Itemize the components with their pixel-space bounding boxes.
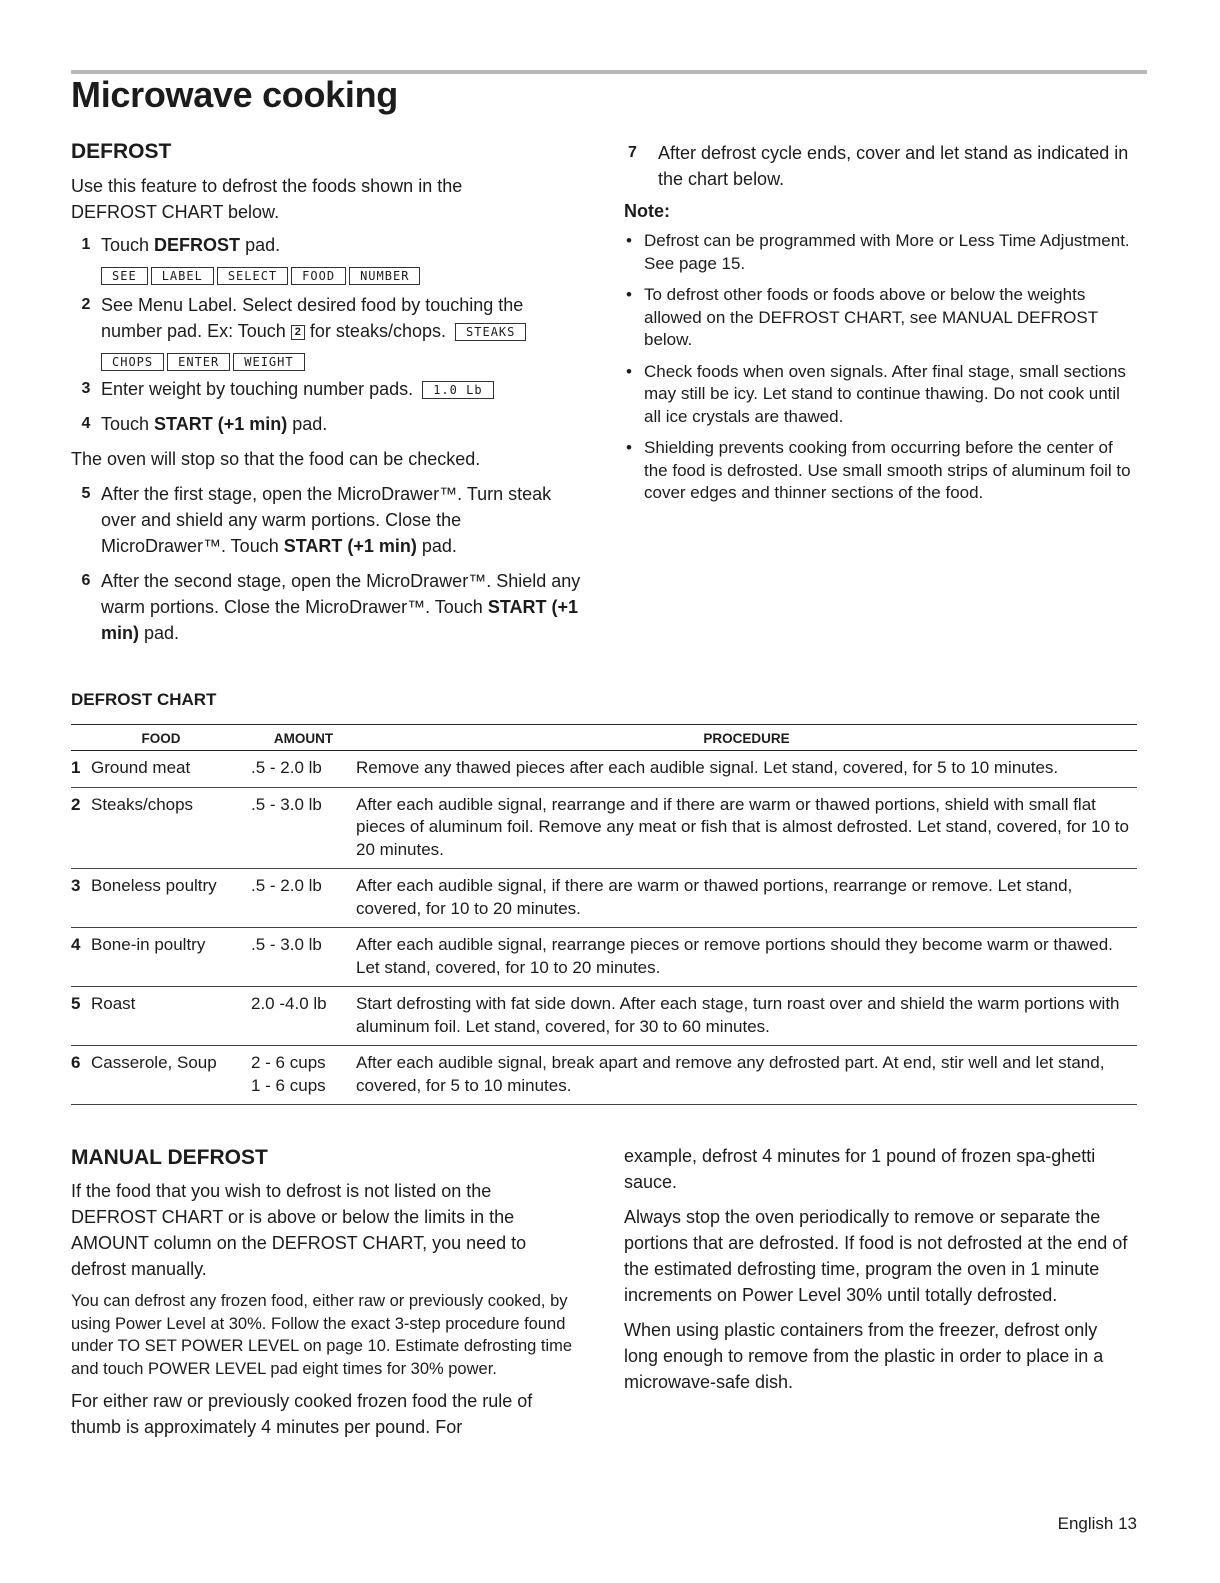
procedure-cell: Remove any thawed pieces after each audible signal. Let stand, covered, for 5 to 10 minutes. bbox=[356, 751, 1137, 788]
food-cell bbox=[71, 751, 251, 788]
manual-paragraph: You can defrost any frozen food, either raw or previously cooked, by using Power Level at 30%. Follow the exact 3-step procedure found under TO SET POWER LEVEL on page 10. Estimate defrosting time and touch POWER LEVEL pad eight times for 30% power. bbox=[71, 1292, 573, 1378]
start-pad-label: START (+1 min) bbox=[283, 536, 417, 556]
table-row bbox=[71, 751, 1137, 788]
step-text: Touch bbox=[101, 414, 155, 434]
step-text: See Menu Label. Select desired food by touching the number pad. Ex: Touch bbox=[101, 295, 524, 341]
step-text: Enter weight by touching number pads. bbox=[101, 379, 414, 399]
step-7 bbox=[624, 140, 1139, 192]
step-2 bbox=[71, 292, 581, 368]
step-4 bbox=[71, 411, 581, 437]
amount-cell bbox=[251, 928, 356, 987]
table-row bbox=[71, 1046, 1137, 1105]
table-header-row bbox=[71, 725, 1137, 751]
procedure-cell: Start defrosting with fat side down. After each stage, turn roast over and shield the warm portions with aluminum foil. Let stand, covered, for 30 to 60 minutes. bbox=[356, 987, 1137, 1046]
procedure-cell: After each audible signal, if there are warm or thawed portions, rearrange or remove. Let stand, covered, for 10 to 20 minutes. bbox=[356, 869, 1137, 928]
row-number: 3 bbox=[71, 876, 81, 895]
manual-paragraph: Always stop the oven periodically to remove or separate the portions that are defrosted. If food is not defrosted at the end of the estimated defrosting time, program the oven in 1 minute increments on Power Level 30% until totally defrosted. bbox=[624, 1207, 1128, 1305]
manual-paragraph: If the food that you wish to defrost is not listed on the DEFROST CHART or is above or below the limits in the AMOUNT column on the DEFROST CHART, you need to defrost manually. bbox=[71, 1181, 527, 1279]
page-footer: English 13 bbox=[1057, 1514, 1137, 1533]
defrost-left-column bbox=[71, 140, 581, 646]
food-name: Roast bbox=[91, 994, 136, 1013]
amount-cell bbox=[251, 787, 356, 869]
number-key: 2 bbox=[291, 325, 305, 340]
food-cell bbox=[71, 787, 251, 869]
stop-note: The oven will stop so that the food can be checked. bbox=[71, 449, 481, 469]
defrost-heading: DEFROST bbox=[71, 140, 172, 163]
column-header-food: FOOD bbox=[71, 725, 251, 751]
amount-cell bbox=[251, 869, 356, 928]
manual-heading: MANUAL DEFROST bbox=[71, 1146, 268, 1169]
manual-left-column bbox=[71, 1146, 581, 1440]
food-cell bbox=[71, 869, 251, 928]
note-list bbox=[624, 230, 1134, 505]
step-6 bbox=[71, 568, 581, 646]
note-item: • Shielding prevents cooking from occurring before the center of the food is defrosted. Use small smooth strips of aluminum foil to cover edges and thinner sections of the food. bbox=[626, 438, 1131, 502]
note-text: Defrost can be programmed with More or Less Time Adjustment. See page 15. bbox=[644, 231, 1130, 273]
step-number: 5 bbox=[81, 485, 91, 502]
row-number: 6 bbox=[71, 1053, 81, 1072]
lcd-display bbox=[101, 348, 581, 368]
amount-cell bbox=[251, 1046, 356, 1105]
step-text: After the first stage, open the MicroDrawer™. Turn steak over and shield any warm portions. Close the MicroDrawer™. Touch bbox=[101, 484, 552, 556]
lcd-word: FOOD bbox=[291, 267, 346, 285]
amount-value: 2 - 6 cups bbox=[251, 1053, 326, 1072]
start-pad-label: START (+1 min) bbox=[154, 414, 288, 434]
procedure-cell: After each audible signal, break apart and remove any defrosted part. At end, stir well and let stand, covered, for 5 to 10 minutes. bbox=[356, 1046, 1137, 1105]
food-name: Bone-in poultry bbox=[91, 935, 206, 954]
food-name: Boneless poultry bbox=[91, 876, 217, 895]
manual-paragraph: When using plastic containers from the freezer, defrost only long enough to remove from the plastic in order to place in a microwave-safe dish. bbox=[624, 1320, 1104, 1392]
row-number: 4 bbox=[71, 935, 81, 954]
step-text: pad. bbox=[287, 414, 328, 434]
amount-value: .5 - 2.0 lb bbox=[251, 758, 322, 777]
lcd-word: WEIGHT bbox=[233, 353, 304, 371]
row-number: 1 bbox=[71, 758, 81, 777]
note-text: Check foods when oven signals. After final stage, small sections may still be icy. Let stand to continue thawing. Do not cook until all ice crystals are thawed. bbox=[644, 361, 1126, 426]
step-text: pad. bbox=[240, 235, 281, 255]
step-number: 1 bbox=[81, 236, 91, 253]
food-name: Steaks/chops bbox=[91, 794, 194, 814]
step-number: 6 bbox=[81, 572, 91, 589]
table-row bbox=[71, 869, 1137, 928]
lcd-word: CHOPS bbox=[101, 353, 164, 371]
food-cell bbox=[71, 1046, 251, 1105]
defrost-intro: Use this feature to defrost the foods shown in the DEFROST CHART below. bbox=[71, 176, 463, 222]
food-cell bbox=[71, 987, 251, 1046]
step-text: Touch bbox=[101, 235, 155, 255]
amount-cell bbox=[251, 751, 356, 788]
note-item: • To defrost other foods or foods above or below the weights allowed on the DEFROST CHART, see MANUAL DEFROST below. bbox=[626, 285, 1098, 349]
note-text: To defrost other foods or foods above or below the weights allowed on the DEFROST CHART, see MANUAL DEFROST below. bbox=[644, 285, 1098, 349]
step-text: for steaks/chops. bbox=[304, 321, 446, 341]
step-3 bbox=[71, 376, 581, 402]
step-number: 3 bbox=[81, 380, 91, 397]
note-text: Shielding prevents cooking from occurring before the center of the food is defrosted. Use small smooth strips of aluminum foil to cover edges and thinner sections of the food. bbox=[644, 438, 1131, 502]
food-cell bbox=[71, 928, 251, 987]
defrost-chart-table bbox=[71, 724, 1137, 1105]
note-item: • Check foods when oven signals. After final stage, small sections may still be icy. Let stand to continue thawing. Do not cook until all ice crystals are thawed. bbox=[626, 361, 1126, 426]
lcd-word: 1.0 Lb bbox=[422, 381, 493, 399]
step-text: pad. bbox=[416, 536, 457, 556]
page-title: Microwave cooking bbox=[71, 74, 398, 115]
step-text: pad. bbox=[139, 623, 180, 643]
manual-paragraph: example, defrost 4 minutes for 1 pound of frozen spa-ghetti sauce. bbox=[624, 1146, 1096, 1192]
lcd-word: SELECT bbox=[217, 267, 288, 285]
lcd-word: LABEL bbox=[151, 267, 214, 285]
procedure-cell: After each audible signal, rearrange and if there are warm or thawed portions, shield with small flat pieces of aluminum foil. Remove any meat or fish that is almost defrosted. Let stand, covered, for 10 to 20 minutes. bbox=[356, 787, 1137, 869]
step-5 bbox=[71, 481, 581, 559]
defrost-right-column bbox=[624, 140, 1139, 514]
amount-value: .5 - 3.0 lb bbox=[251, 935, 322, 954]
food-name: Casserole, Soup bbox=[91, 1053, 217, 1072]
defrost-pad-label: DEFROST bbox=[154, 235, 241, 255]
start-pad-label: START (+1 min) bbox=[101, 597, 578, 643]
lcd-word: NUMBER bbox=[349, 267, 420, 285]
amount-value: .5 - 2.0 lb bbox=[251, 876, 322, 895]
row-number: 2 bbox=[71, 794, 81, 814]
step-text: After the second stage, open the MicroDrawer™. Shield any warm portions. Close the MicroDrawer™. Touch bbox=[101, 571, 581, 617]
lcd-word: SEE bbox=[101, 267, 148, 285]
step-text: After defrost cycle ends, cover and let stand as indicated in the chart below. bbox=[658, 143, 1129, 189]
lcd-word: ENTER bbox=[167, 353, 230, 371]
amount-cell bbox=[251, 987, 356, 1046]
column-header-amount: AMOUNT bbox=[251, 725, 356, 751]
step-number: 4 bbox=[81, 415, 91, 432]
amount-value: 2.0 -4.0 lb bbox=[251, 994, 327, 1013]
amount-value: 1 - 6 cups bbox=[251, 1075, 326, 1095]
lcd-display bbox=[101, 262, 581, 282]
note-heading: Note: bbox=[624, 201, 670, 221]
note-item: • Defrost can be programmed with More or Less Time Adjustment. See page 15. bbox=[626, 231, 1130, 273]
manual-right-column bbox=[624, 1143, 1129, 1395]
column-header-procedure: PROCEDURE bbox=[356, 725, 1137, 751]
chart-title: DEFROST CHART bbox=[71, 690, 217, 709]
step-number: 2 bbox=[81, 296, 91, 313]
procedure-cell: After each audible signal, rearrange pieces or remove portions should they become warm or thawed. Let stand, covered, for 10 to 20 minutes. bbox=[356, 928, 1137, 987]
row-number: 5 bbox=[71, 994, 81, 1013]
table-row bbox=[71, 787, 1137, 869]
food-name: Ground meat bbox=[91, 758, 191, 777]
step-1 bbox=[71, 232, 581, 282]
lcd-word: STEAKS bbox=[455, 323, 526, 341]
step-number: 7 bbox=[628, 144, 637, 161]
manual-paragraph: For either raw or previously cooked frozen food the rule of thumb is approximately 4 minutes per pound. For bbox=[71, 1391, 533, 1437]
table-row bbox=[71, 928, 1137, 987]
amount-value: .5 - 3.0 lb bbox=[251, 794, 322, 814]
table-row bbox=[71, 987, 1137, 1046]
